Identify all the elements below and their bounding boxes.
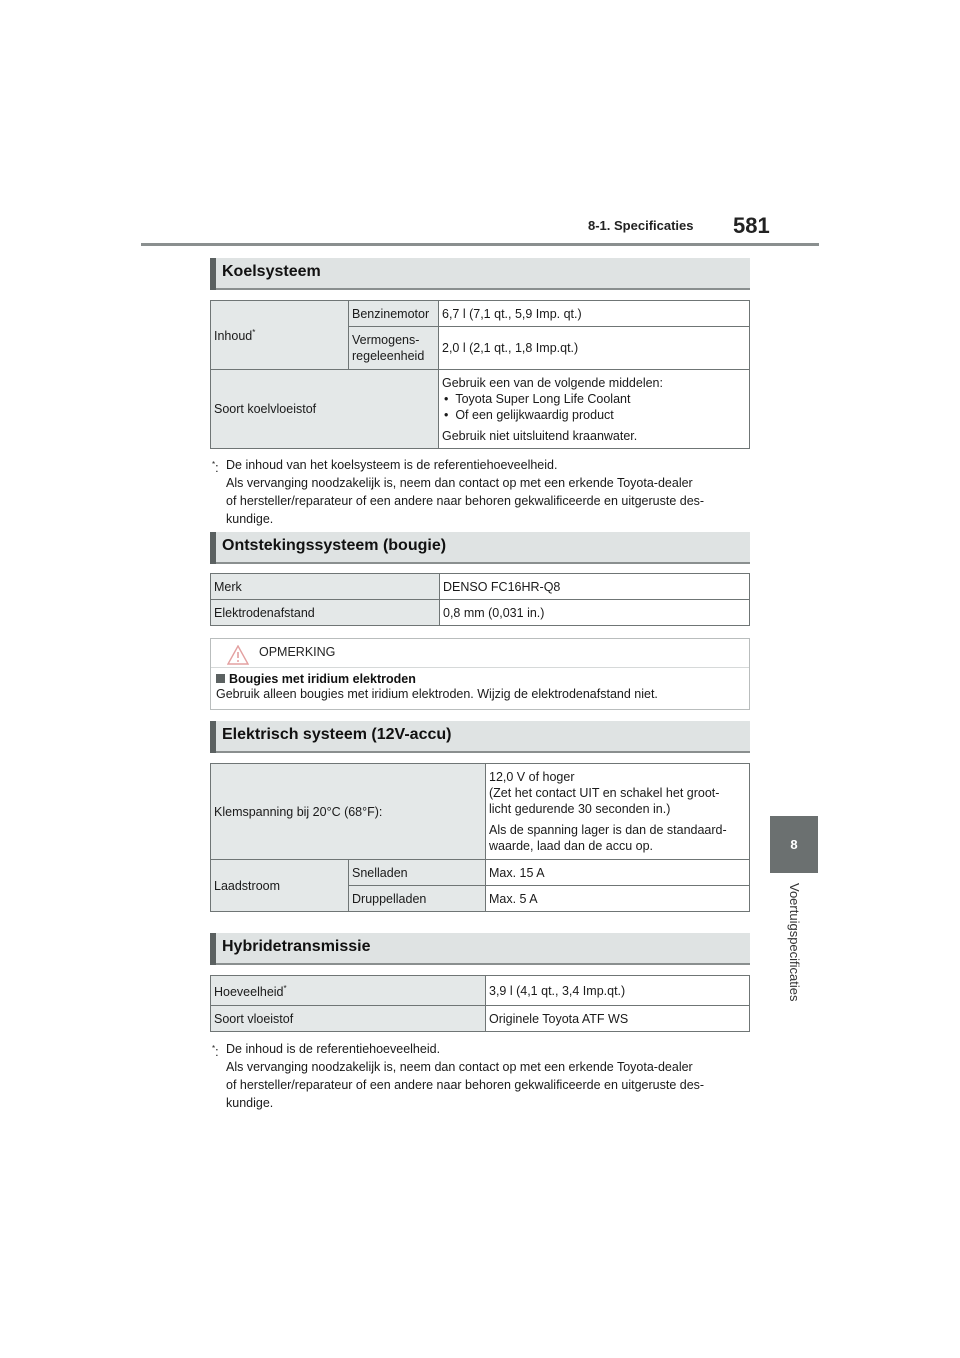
cell-elektrodenafstand: Elektrodenafstand <box>211 600 440 626</box>
heading-hybride <box>210 933 750 965</box>
table-elektrisch <box>210 763 750 912</box>
cell-soort-vloeistof-value: Originele Toyota ATF WS <box>486 1006 750 1032</box>
footnote-koelsysteem: *: De inhoud van het koelsysteem is de referentiehoeveelheid. Als vervanging noodzakelijk is, neem dan contact op met een erkende Toyota-dealer of hersteller/reparateur of een andere naar behoren gekwalificeerde en uitgeruste des- kundige. <box>212 458 705 526</box>
header-rule <box>141 243 819 246</box>
table-hybride <box>210 975 750 1032</box>
cell-merk-value: DENSO FC16HR-Q8 <box>440 574 750 600</box>
heading-koelsysteem <box>210 258 750 290</box>
opmerking-title: OPMERKING <box>259 645 336 659</box>
page-number: 581 <box>733 213 770 238</box>
cell-merk: Merk <box>211 574 440 600</box>
opmerking-title-row <box>211 639 749 668</box>
cell-elektrodenafstand-value: 0,8 mm (0,031 in.) <box>440 600 750 626</box>
square-bullet-icon <box>216 674 225 683</box>
cell-hoeveelheid-value: 3,9 l (4,1 qt., 3,4 Imp.qt.) <box>486 976 750 1006</box>
cell-benzinemotor-value: 6,7 l (7,1 qt., 5,9 Imp. qt.) <box>439 301 750 327</box>
cell-inhoud: Inhoud* <box>211 301 349 370</box>
cell-koelvloeistof: Soort koelvloeistof <box>211 370 439 449</box>
opmerking-heading: Bougies met iridium elektroden <box>216 672 416 686</box>
section-title: 8-1. Specificaties <box>588 218 694 233</box>
heading-elektrisch <box>210 721 750 753</box>
cell-vermogensregeleenheid-value: 2,0 l (2,1 qt., 1,8 Imp.qt.) <box>439 327 750 370</box>
chapter-label-container <box>787 883 807 1083</box>
cell-klemspanning-value: 12,0 V of hoger (Zet het contact UIT en schakel het groot- licht gedurende 30 seconden in.) Als de spanning lager is dan de standaard- waarde, laad dan de accu op. <box>486 764 750 860</box>
cell-benzinemotor: Benzinemotor <box>349 301 439 327</box>
heading-ontsteking <box>210 532 750 564</box>
chapter-label: Voertuigspecificaties <box>787 883 802 1002</box>
cell-koelvloeistof-value: Gebruik een van de volgende middelen: • Toyota Super Long Life Coolant • Of een gelijkwaardig product Gebruik niet uitsluitend kraanwater. <box>439 370 750 449</box>
cell-laadstroom: Laadstroom <box>211 860 349 912</box>
cell-klemspanning: Klemspanning bij 20°C (68°F): <box>211 764 486 860</box>
cell-vermogensregeleenheid: Vermogens- regeleenheid <box>349 327 439 370</box>
cell-hoeveelheid: Hoeveelheid* <box>211 976 486 1006</box>
chapter-tab <box>770 816 818 873</box>
warning-icon <box>227 645 249 665</box>
heading-text: Koelsysteem <box>222 263 321 280</box>
footnote-hybride: *: De inhoud is de referentiehoeveelheid. Als vervanging noodzakelijk is, neem dan contact op met een erkende Toyota-dealer of hersteller/reparateur of een andere naar behoren gekwalificeerde en uitgeruste des- kundige. <box>212 1042 705 1110</box>
heading-text: Ontstekingssysteem (bougie) <box>222 537 447 554</box>
cell-snelladen-value: Max. 15 A <box>486 860 750 886</box>
table-ontsteking <box>210 573 750 626</box>
cell-snelladen: Snelladen <box>349 860 486 886</box>
cell-druppelladen-value: Max. 5 A <box>486 886 750 912</box>
cell-druppelladen: Druppelladen <box>349 886 486 912</box>
heading-text: Hybridetransmissie <box>222 938 371 955</box>
table-koelsysteem <box>210 300 750 449</box>
cell-soort-vloeistof: Soort vloeistof <box>211 1006 486 1032</box>
opmerking-body: Gebruik alleen bougies met iridium elektroden. Wijzig de elektrodenafstand niet. <box>216 687 658 701</box>
chapter-number: 8 <box>790 837 798 852</box>
heading-text: Elektrisch systeem (12V-accu) <box>222 726 452 743</box>
opmerking-box <box>210 638 750 710</box>
